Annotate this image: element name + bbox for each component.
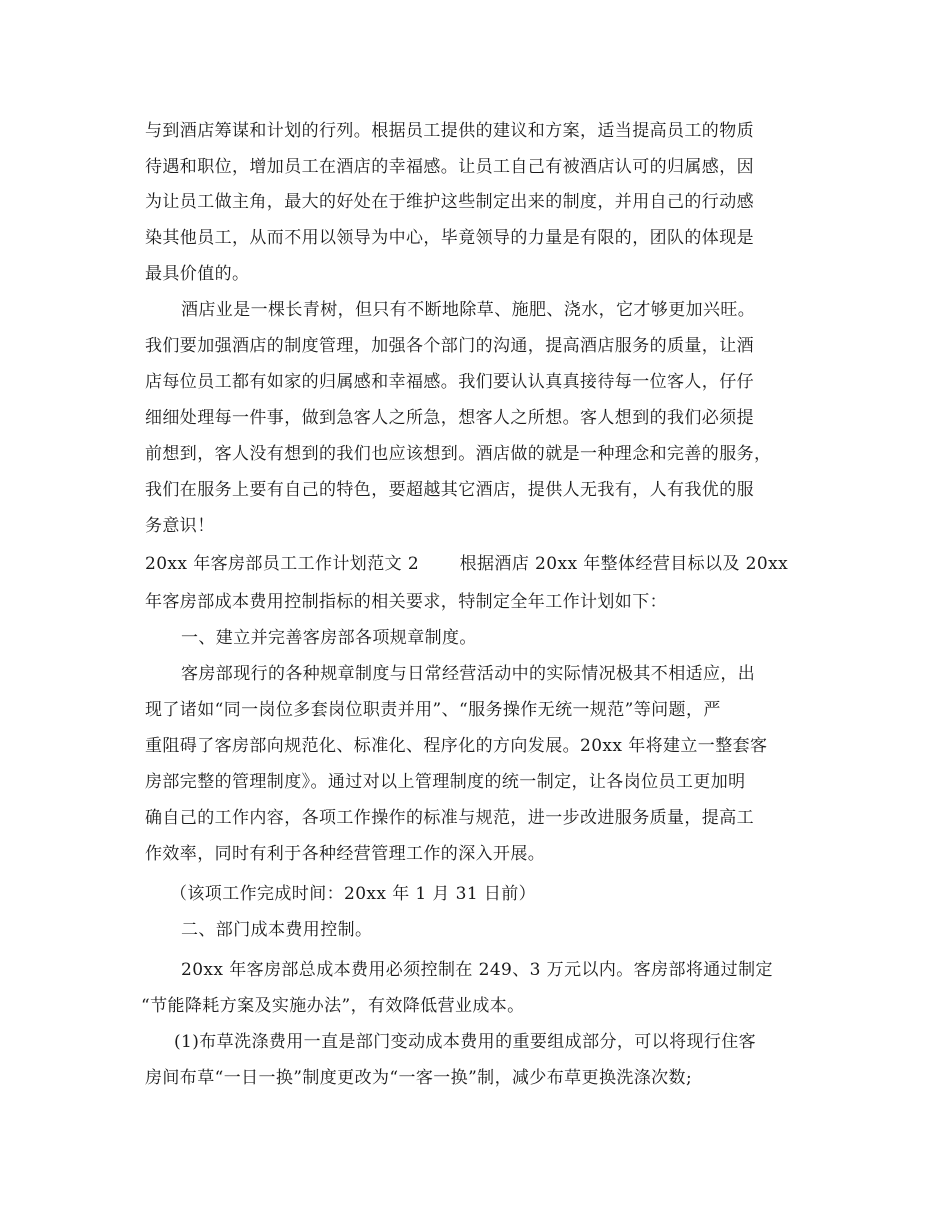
text-line: 现了诸如“同一岗位多套岗位职责并用”、“服务操作无统一规范”等问题，严 <box>145 700 721 720</box>
text-line: 房部完整的管理制度》。通过对以上管理制度的统一制定，让各岗位员工更加明 <box>145 772 746 792</box>
text-line: 待遇和职位，增加员工在酒店的幸福感。让员工自己有被酒店认可的归属感，因 <box>145 157 754 177</box>
text-line: 我们要加强酒店的制度管理，加强各个部门的沟通，提高酒店服务的质量，让酒 <box>145 336 754 356</box>
text-line: 前想到，客人没有想到的我们也应该想到。酒店做的就是一种理念和完善的服务， <box>145 444 772 464</box>
text-line: 店每位员工都有如家的归属感和幸福感。我们要认认真真接待每一位客人，仔仔 <box>145 372 754 392</box>
text-line: 确自己的工作内容，各项工作操作的标准与规范，进一步改进服务质量，提高工 <box>145 808 754 828</box>
text-line: 房间布草“一日一换”制度更改为“一客一换”制，减少布草更换洗涤次数; <box>145 1068 693 1088</box>
text-line: 最具价值的。 <box>145 264 250 284</box>
text-line: 细细处理每一件事，做到急客人之所急，想客人之所想。客人想到的我们必须提 <box>145 408 754 428</box>
text-line: 务意识！ <box>145 516 215 536</box>
section-title-2: 二、部门成本费用控制。 <box>181 920 373 940</box>
section-title-1: 一、建立并完善客房部各项规章制度。 <box>181 628 477 648</box>
completion-time-note: （该项工作完成时间：20xx 年 1 月 31 日前） <box>170 884 537 904</box>
paragraph-first-line: 酒店业是一棵长青树，但只有不断地除草、施肥、浇水，它才够更加兴旺。 <box>181 300 756 320</box>
section-heading-line: 20xx 年客房部员工工作计划范文 2 根据酒店 20xx 年整体经营目标以及 20xx <box>145 554 789 574</box>
text-line: 为让员工做主角，最大的好处在于维护这些制定出来的制度，并用自己的行动感 <box>145 192 754 212</box>
text-line: 重阻碍了客房部向规范化、标准化、程序化的方向发展。20xx 年将建立一整套客 <box>145 736 768 756</box>
list-item-first-line: (1)布草洗涤费用一直是部门变动成本费用的重要组成部分，可以将现行住客 <box>174 1032 757 1052</box>
text-line: 作效率，同时有利于各种经营管理工作的深入开展。 <box>145 844 546 864</box>
text-line: 我们在服务上要有自己的特色，要超越其它酒店，提供人无我有，人有我优的服 <box>145 480 754 500</box>
paragraph-first-line: 客房部现行的各种规章制度与日常经营活动中的实际情况极其不相适应，出 <box>181 664 756 684</box>
text-line: 与到酒店筹谋和计划的行列。根据员工提供的建议和方案，适当提高员工的物质 <box>145 121 754 141</box>
paragraph-first-line: 20xx 年客房部总成本费用必须控制在 249、3 万元以内。客房部将通过制定 <box>181 960 773 980</box>
text-line: 染其他员工，从而不用以领导为中心，毕竟领导的力量是有限的，团队的体现是 <box>145 228 754 248</box>
text-line: “节能降耗方案及实施办法”，有效降低营业成本。 <box>141 996 525 1016</box>
text-line: 年客房部成本费用控制指标的相关要求，特制定全年工作计划如下： <box>145 592 667 612</box>
